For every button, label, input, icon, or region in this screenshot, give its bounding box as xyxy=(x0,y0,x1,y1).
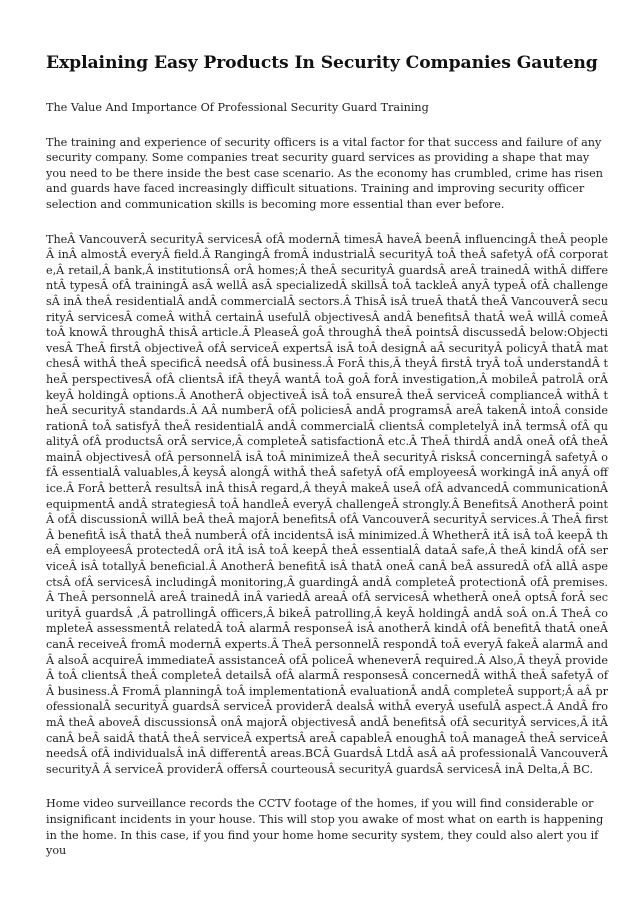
paragraph-intro: The training and experience of security officers is a vital factor for that success and failure of any security company. Some companies treat security guard services as providing a shape that may you need to be there inside the best case scenario. As the economy has crumbled, crime has risen and guards have faced increasingly difficult situations. Training and improving security officer selection and communication skills is becoming more essential than ever before. xyxy=(46,135,603,211)
paragraph-vancouver-services: TheÂ VancouverÂ securityÂ servicesÂ ofÂ modernÂ timesÂ haveÂ beenÂ influencingÂ theÂ peopleÂ inÂ almostÂ everyÂ field.Â RangingÂ fromÂ industrialÂ securityÂ toÂ theÂ safetyÂ ofÂ corporate,Â retail,Â bank,Â institutionsÂ orÂ homes;Â theÂ securityÂ guardsÂ areÂ trainedÂ withÂ differentÂ typesÂ ofÂ trainingÂ asÂ wellÂ asÂ specializedÂ skillsÂ toÂ tackleÂ anyÂ typeÂ ofÂ challengesÂ inÂ theÂ residentialÂ andÂ commercialÂ sectors.Â ThisÂ isÂ trueÂ thatÂ theÂ VancouverÂ securityÂ servicesÂ comeÂ withÂ certainÂ usefulÂ objectivesÂ andÂ benefitsÂ thatÂ weÂ willÂ comeÂ toÂ knowÂ throughÂ thisÂ article.Â PleaseÂ goÂ throughÂ theÂ pointsÂ discussedÂ below:ObjectivesÂ TheÂ firstÂ objectiveÂ ofÂ serviceÂ expertsÂ isÂ toÂ designÂ aÂ securityÂ policyÂ thatÂ matchesÂ withÂ theÂ specificÂ needsÂ ofÂ business.Â ForÂ this,Â theyÂ firstÂ tryÂ toÂ understandÂ theÂ perspectivesÂ ofÂ clientsÂ ifÂ theyÂ wantÂ toÂ goÂ forÂ investigation,Â mobileÂ patrolÂ orÂ keyÂ holdingÂ options.Â AnotherÂ objectiveÂ isÂ toÂ ensureÂ theÂ serviceÂ complianceÂ withÂ theÂ securityÂ standards.Â AÂ numberÂ ofÂ policiesÂ andÂ programsÂ areÂ takenÂ intoÂ considerationÂ toÂ satisfyÂ theÂ residentialÂ andÂ commercialÂ clientsÂ completelyÂ inÂ termsÂ ofÂ qualityÂ ofÂ productsÂ orÂ service,Â completeÂ satisfactionÂ etc.Â TheÂ thirdÂ andÂ oneÂ ofÂ theÂ mainÂ objectivesÂ ofÂ personnelÂ isÂ toÂ minimizeÂ theÂ securityÂ risksÂ concerningÂ safetyÂ ofÂ essentialÂ valuables,Â keysÂ alongÂ withÂ theÂ safetyÂ ofÂ employeesÂ workingÂ inÂ anyÂ office.Â ForÂ betterÂ resultsÂ inÂ thisÂ regard,Â theyÂ makeÂ useÂ ofÂ advancedÂ communicationÂ equipmentÂ andÂ strategiesÂ toÂ handleÂ everyÂ challengeÂ strongly.Â BenefitsÂ AnotherÂ pointÂ ofÂ discussionÂ willÂ beÂ theÂ majorÂ benefitsÂ ofÂ VancouverÂ securityÂ services.Â TheÂ firstÂ benefitÂ isÂ thatÂ theÂ numberÂ ofÂ incidentsÂ isÂ minimized.Â WhetherÂ itÂ isÂ toÂ keepÂ theÂ employeesÂ protectedÂ orÂ itÂ isÂ toÂ keepÂ theÂ essentialÂ dataÂ safe,Â theÂ kindÂ ofÂ serviceÂ isÂ totallyÂ beneficial.Â AnotherÂ benefitÂ isÂ thatÂ oneÂ canÂ beÂ assuredÂ ofÂ allÂ aspectsÂ ofÂ servicesÂ includingÂ monitoring,Â guardingÂ andÂ completeÂ protectionÂ ofÂ premises.Â TheÂ personnelÂ areÂ trainedÂ inÂ variedÂ areaÂ ofÂ servicesÂ whetherÂ oneÂ optsÂ forÂ securityÂ guardsÂ ,Â patrollingÂ officers,Â bikeÂ patrolling,Â keyÂ holdingÂ andÂ soÂ on.Â TheÂ completeÂ assessmentÂ relatedÂ toÂ alarmÂ responseÂ isÂ anotherÂ kindÂ ofÂ benefitÂ thatÂ oneÂ canÂ receiveÂ fromÂ modernÂ experts.Â TheÂ personnelÂ respondÂ toÂ everyÂ fakeÂ alarmÂ andÂ alsoÂ acquireÂ immediateÂ assistanceÂ ofÂ policeÂ wheneverÂ required.Â Also,Â theyÂ provideÂ toÂ clientsÂ theÂ completeÂ detailsÂ ofÂ alarmÂ responsesÂ concernedÂ withÂ theÂ safetyÂ ofÂ business.Â FromÂ planningÂ toÂ implementationÂ evaluationÂ andÂ completeÂ support;Â aÂ professionalÂ securityÂ guardsÂ serviceÂ providerÂ dealsÂ withÂ everyÂ usefulÂ aspect.Â AndÂ fromÂ theÂ aboveÂ discussionsÂ onÂ majorÂ objectivesÂ andÂ benefitsÂ ofÂ securityÂ services,Â itÂ canÂ beÂ saidÂ thatÂ theÂ serviceÂ expertsÂ areÂ capableÂ enoughÂ toÂ manageÂ theÂ serviceÂ needsÂ ofÂ individualsÂ inÂ differentÂ areas.BCÂ GuardsÂ LtdÂ asÂ aÂ professionalÂ VancouverÂ securityÂ Â serviceÂ providerÂ offersÂ courteousÂ securityÂ guardsÂ servicesÂ inÂ Delta,Â BC. xyxy=(46,232,608,776)
document-title: Explaining Easy Products In Security Companies Gauteng xyxy=(46,53,598,73)
paragraph-home-surveillance: Home video surveillance records the CCTV footage of the homes, if you will find considerable or insignificant incidents in your house. This will stop you awake of most what on earth is happening in the home. In this case, if you find your home home security system, they could also alert you if you xyxy=(46,797,604,858)
document-subtitle: The Value And Importance Of Professional Security Guard Training xyxy=(46,101,429,114)
